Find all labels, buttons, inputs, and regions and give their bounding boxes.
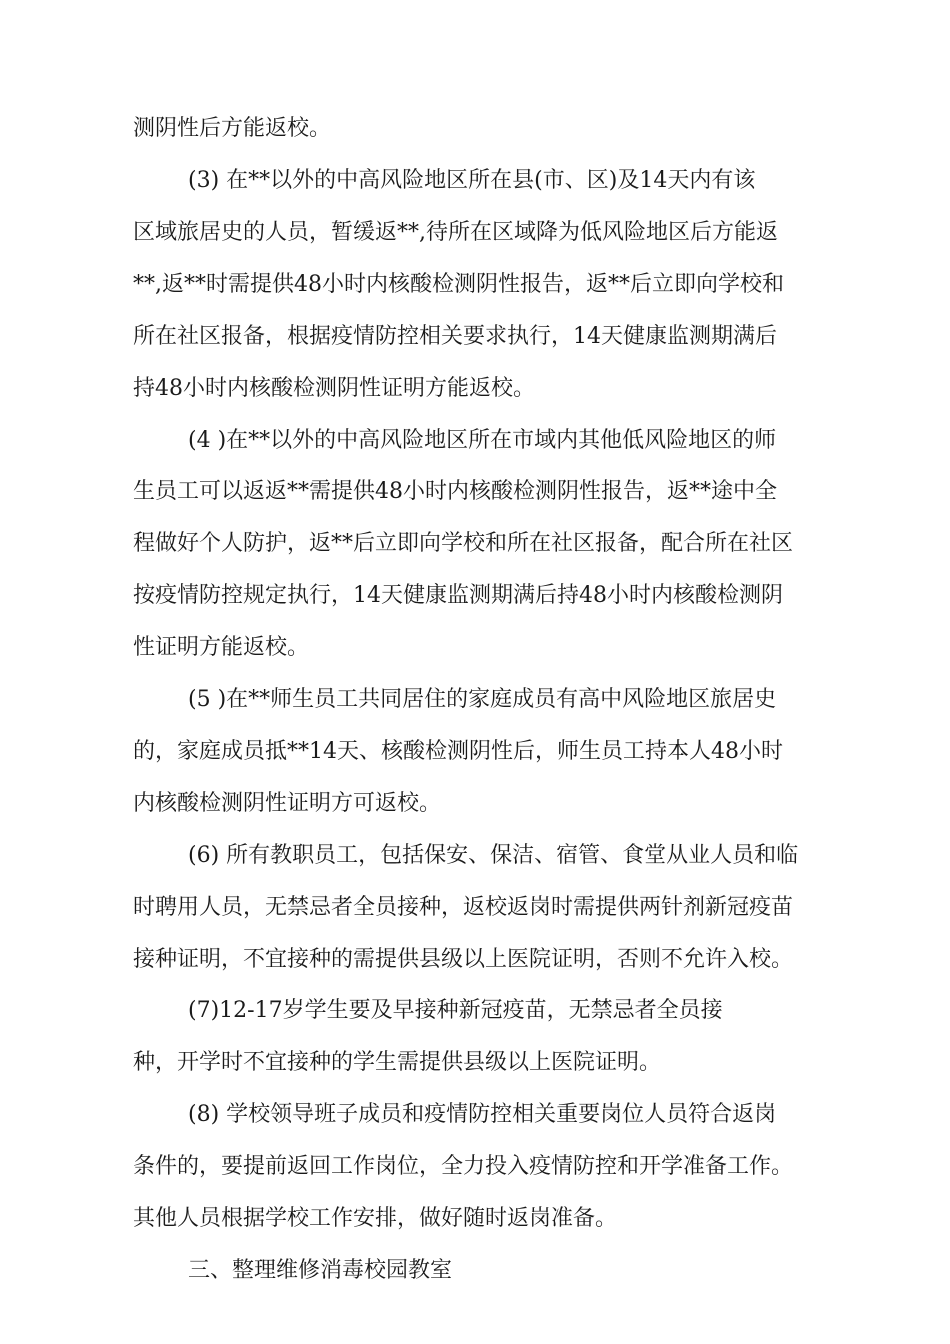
text-line: 区域旅居史的人员，暂缓返**,待所在区域降为低风险地区后方能返 (133, 220, 778, 245)
text-line: 其他人员根据学校工作安排，做好随时返岗准备。 (133, 1206, 618, 1231)
text-line: (8) 学校领导班子成员和疫情防控相关重要岗位人员符合返岗 (188, 1102, 777, 1127)
text-line: 时聘用人员，无禁忌者全员接种，返校返岗时需提供两针剂新冠疫苗 (133, 895, 794, 920)
text-line: 生员工可以返返**需提供48小时内核酸检测阴性报告，返**途中全 (133, 479, 777, 504)
text-line: (4 )在**以外的中高风险地区所在市域内其他低风险地区的师 (188, 428, 777, 453)
text-line: (7)12-17岁学生要及早接种新冠疫苗，无禁忌者全员接 (188, 998, 723, 1023)
text-line: 性证明方能返校。 (133, 635, 310, 660)
text-line: 接种证明，不宜接种的需提供县级以上医院证明，否则不允许入校。 (133, 947, 794, 972)
text-line: 条件的，要提前返回工作岗位，全力投入疫情防控和开学准备工作。 (133, 1154, 794, 1179)
text-line: 的，家庭成员抵**14天、核酸检测阴性后，师生员工持本人48小时 (133, 739, 783, 764)
text-line: (6) 所有教职员工，包括保安、保洁、宿管、食堂从业人员和临 (188, 843, 799, 868)
text-line: 种，开学时不宜接种的学生需提供县级以上医院证明。 (133, 1050, 662, 1075)
text-line: 内核酸检测阴性证明方可返校。 (133, 791, 442, 816)
text-line: **,返**时需提供48小时内核酸检测阴性报告，返**后立即向学校和 (133, 272, 784, 297)
section-heading: 三、整理维修消毒校园教室 (188, 1258, 453, 1283)
text-line: 测阴性后方能返校。 (133, 116, 332, 141)
text-line: 程做好个人防护，返**后立即向学校和所在社区报备，配合所在社区 (133, 531, 794, 556)
text-line: 按疫情防控规定执行，14天健康监测期满后持48小时内核酸检测阴 (133, 583, 783, 608)
text-line: (3) 在**以外的中高风险地区所在县(市、区)及14天内有该 (188, 168, 756, 193)
text-line: 持48小时内核酸检测阴性证明方能返校。 (133, 376, 535, 401)
text-line: (5 )在**师生员工共同居住的家庭成员有高中风险地区旅居史 (188, 687, 777, 712)
text-line: 所在社区报备，根据疫情防控相关要求执行，14天健康监测期满后 (133, 324, 777, 349)
